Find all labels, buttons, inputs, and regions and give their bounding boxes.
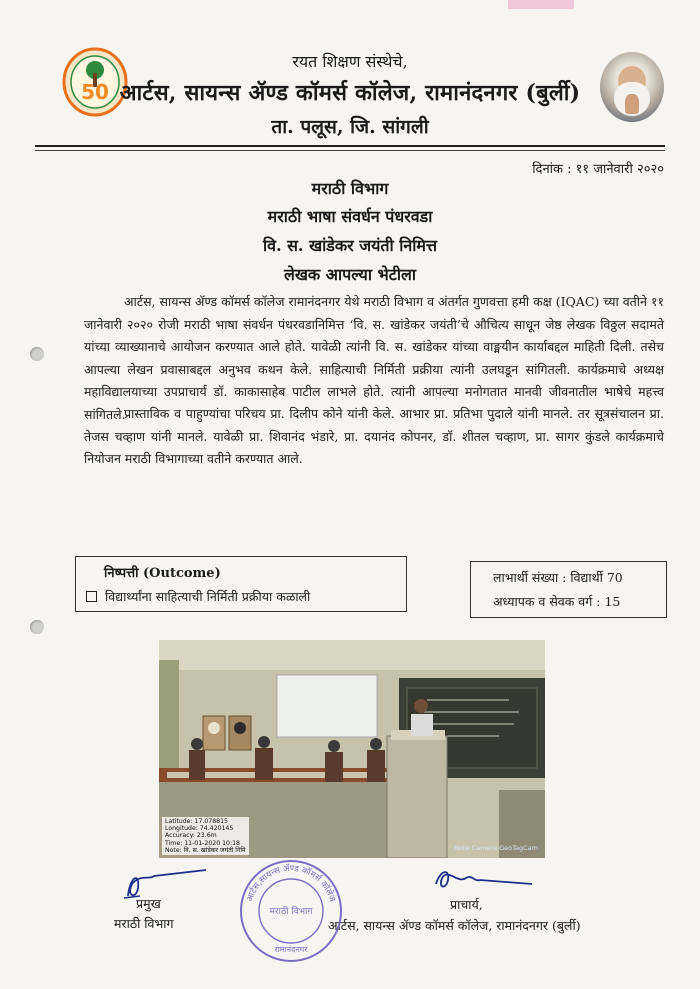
geotag-accuracy: Accuracy: 23.6m xyxy=(165,832,217,840)
scan-artifact xyxy=(508,0,574,9)
geotag-note: Note: वि. स. खांडेकर जयंती निमि xyxy=(165,846,246,854)
header-divider xyxy=(35,145,665,147)
checkbox-icon xyxy=(86,591,97,602)
event-occasion: वि. स. खांडेकर जयंती निमित्त xyxy=(262,236,438,255)
hod-department: मराठी विभाग xyxy=(114,916,174,931)
event-photo xyxy=(159,640,545,858)
department-stamp-icon xyxy=(238,858,344,964)
outcome-item xyxy=(86,588,310,605)
binder-hole xyxy=(30,347,44,361)
binder-hole xyxy=(30,620,44,634)
stamp-center-text: मराठी विभाग xyxy=(269,907,313,917)
document-date: दिनांक : ११ जानेवारी २०२० xyxy=(532,162,664,177)
outcome-box xyxy=(75,556,407,612)
svg-text:आर्टस,सायन्स ॲण्ड कॉमर्स कॉलेज xyxy=(245,863,337,904)
beneficiaries-box xyxy=(470,561,667,618)
report-paragraph-1: आर्टस, सायन्स ॲण्ड कॉमर्स कॉलेज रामानंदनगर येथे मराठी विभाग व अंतर्गत गुणवत्ता हमी कक्ष (IQAC) च्या वतीने ११ जानेवारी २०२० रोजी मराठी भाषा संवर्धन पंधरवडानिमित्त ‘वि. स. खांडेकर जयंती’चे औचित्य साधून जेष्ठ लेखक विठ्ठल सदामते यांच्या व्याख्यानाचे आयोजन करण्यात आले होते. यावेळी त्यांनी वि. स. खांडेकर यांच्या वाङ्मयीन कार्याबद्दल माहिती दिली. तसेच आपल्या लेखन प्रवासाबद्दल अनुभव कथन केले. साहित्याची निर्मिती प्रक्रीया त्यांनी उलघडून सांगितली. कार्यक्रमाचे अध्यक्ष महाविद्यालयाच्या उपप्राचार्य डॉ. काकासाहेब पाटील लाभले होते. त्यांनी आपल्या मनोगतात मानवी जीवनातील भाषेचे महत्त्व सांगितले. xyxy=(84,294,664,422)
principal-college: आर्टस, सायन्स ॲण्ड कॉमर्स कॉलेज, रामानंदनगर (बुर्ली) xyxy=(328,918,581,933)
college-name: आर्टस, सायन्स ॲण्ड कॉमर्स कॉलेज, रामानंदनगर (बुर्ली) xyxy=(119,80,581,106)
outcome-item-text: विद्यार्थ्यांना साहित्याची निर्मिती प्रक्रीया कळाली xyxy=(105,589,311,604)
beneficiaries-staff: अध्यापक व सेवक वर्ग : 15 xyxy=(493,594,621,609)
stamp-bottom-text: रामानंदनगर xyxy=(274,945,308,954)
society-name: रयत शिक्षण संस्थेचे, xyxy=(292,52,408,71)
department-title: मराठी विभाग xyxy=(311,179,389,198)
geotag-overlay xyxy=(162,817,249,855)
hod-title: प्रमुख xyxy=(136,896,161,911)
logo-number: 50 xyxy=(81,80,109,104)
event-name: लेखक आपल्या भेटीला xyxy=(284,265,416,284)
geotag-latitude: Latitude: 17.078815 xyxy=(165,818,228,825)
geotag-longitude: Longitude: 74.420145 xyxy=(165,825,234,833)
college-address: ता. पलूस, जि. सांगली xyxy=(271,116,429,138)
report-paragraph-2: प्रास्ताविक व पाहुण्यांचा परिचय प्रा. दिलीप कोने यांनी केले. आभार प्रा. प्रतिभा पुदाले यांनी मानले. तर सूत्रसंचालन प्रा. तेजस चव्हाण यांनी मानले. यावेळी प्रा. शिवानंद भंडारे, प्रा. दयानंद कोपनर, डॉ. शीतल चव्हाण, प्रा. सागर कुंडले कार्यक्रमाचे नियोजन मराठी विभागाच्या वतीने करण्यात आले. xyxy=(84,406,664,466)
outcome-title: निष्पत्ती (Outcome) xyxy=(104,566,221,581)
geotag-time: Time: 11-01-2020 10:18 xyxy=(165,839,240,847)
principal-title: प्राचार्य, xyxy=(450,897,483,912)
camera-watermark: Note Camera GeoTagCam xyxy=(454,844,538,852)
event-title: मराठी भाषा संवर्धन पंधरवडा xyxy=(267,207,433,226)
principal-signature-icon xyxy=(428,862,538,898)
stamp-ring-text: आर्टस,सायन्स ॲण्ड कॉमर्स कॉलेज xyxy=(245,863,337,904)
beneficiaries-students: लाभार्थी संख्या : विद्यार्थी 70 xyxy=(493,570,623,585)
header-divider-thin xyxy=(35,150,665,151)
